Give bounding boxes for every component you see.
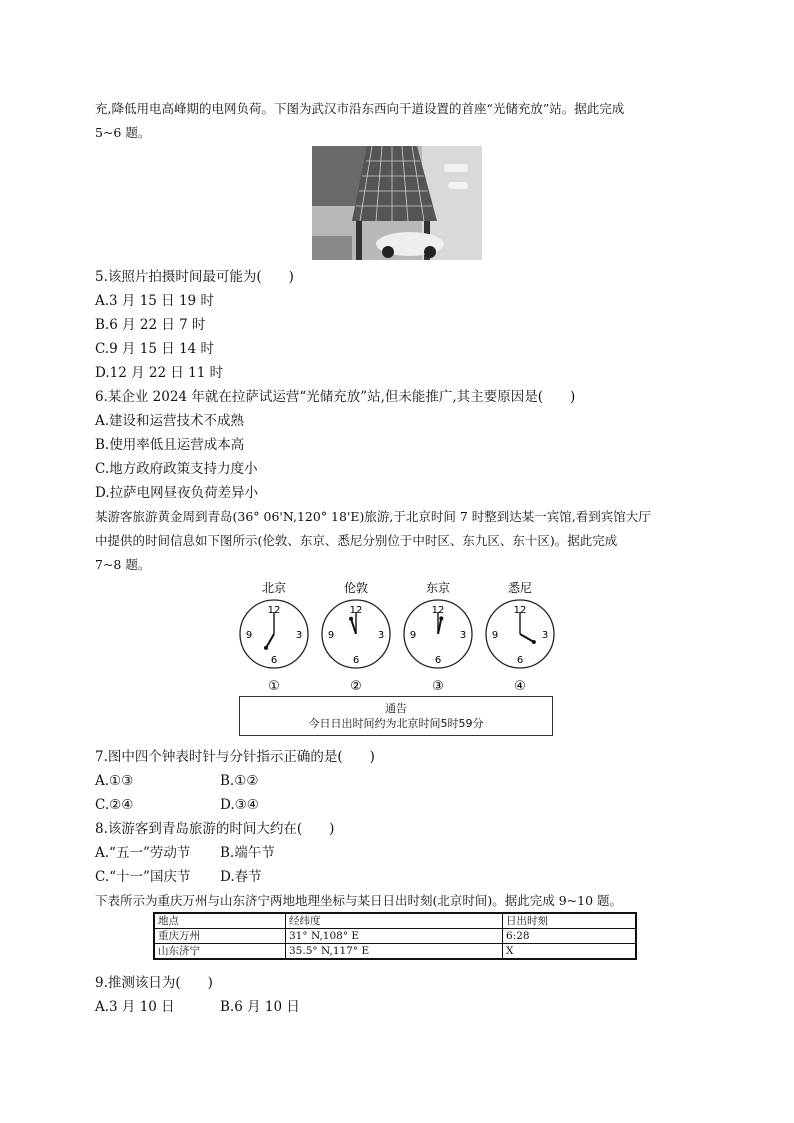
solar-carport-photo: [312, 146, 482, 260]
clock-numeral: 9: [409, 630, 417, 641]
clock-hour-tip: [264, 646, 268, 650]
q6-option-b: B.使用率低且运营成本高: [95, 437, 245, 453]
q5-option-c: C.9 月 15 日 14 时: [95, 341, 215, 357]
clock-city-label: 北京: [261, 581, 287, 595]
clock-numeral: 12: [431, 605, 445, 616]
table-header-cell: 经纬度: [286, 913, 503, 929]
q5-option-b: B.6 月 22 日 7 时: [95, 317, 206, 333]
clock-numeral: 6: [516, 655, 524, 666]
clock-numeral: 3: [541, 630, 549, 641]
table-cell: 山东济宁: [154, 944, 286, 960]
q6-stem: 6.某企业 2024 年就在拉萨试运营“光储充放”站,但未能推广,其主要原因是( ): [95, 389, 576, 405]
intro3-line: 下表所示为重庆万州与山东济宁两地地理坐标与某日日出时刻(北京时间)。据此完成 9~10 题。: [95, 893, 623, 908]
q7-option-d: D.③④: [220, 797, 259, 813]
q6-option-c: C.地方政府政策支持力度小: [95, 461, 258, 477]
table-row: [154, 944, 636, 960]
clock-numeral: 3: [377, 630, 385, 641]
table-header-cell: 日出时刻: [503, 913, 637, 929]
clock-numeral: 9: [245, 630, 253, 641]
table-cell: 重庆万州: [154, 929, 286, 944]
q6-option-a: A.建设和运营技术不成熟: [95, 413, 245, 429]
intro2-line-2: 中提供的时间信息如下图所示(伦敦、东京、悉尼分别位于中时区、东九区、东十区)。据此完成: [95, 533, 618, 548]
q5-option-a: A.3 月 15 日 19 时: [95, 293, 214, 309]
table-row: [154, 929, 636, 944]
clock-numeral: 6: [270, 655, 278, 666]
notice-title: 通告: [385, 702, 407, 715]
table-cell: 35.5° N,117° E: [286, 944, 503, 960]
clock-city-label: 伦敦: [343, 581, 369, 595]
clock-numeral: 9: [327, 630, 335, 641]
table-cell: X: [503, 944, 637, 960]
intro-line-2: 5~6 题。: [95, 125, 151, 140]
q7-option-a: A.①③: [95, 773, 134, 789]
clock-hour-tip: [532, 640, 536, 644]
q8-option-b: B.端午节: [220, 845, 275, 861]
clock-numeral: 6: [352, 655, 360, 666]
geo-table: [153, 912, 637, 960]
clock-number-label: ①: [268, 679, 280, 694]
clock-numeral: 12: [349, 605, 363, 616]
notice-text: 今日日出时间约为北京时间5时59分: [308, 717, 484, 730]
table-cell: 31° N,108° E: [286, 929, 503, 944]
clock-city-label: 东京: [425, 581, 451, 595]
q9-option-a: A.3 月 10 日: [95, 999, 175, 1015]
q7-option-b: B.①②: [220, 773, 259, 789]
clock-numeral: 3: [295, 630, 303, 641]
table-cell: 6:28: [503, 929, 637, 944]
intro2-line-1: 某游客旅游黄金周到青岛(36° 06'N,120° 18'E)旅游,于北京时间 7 时整到达某一宾馆,看到宾馆大厅: [95, 509, 651, 524]
clock-number-label: ②: [350, 679, 362, 694]
q8-stem: 8.该游客到青岛旅游的时间大约在( ): [95, 821, 335, 837]
q6-option-d: D.拉萨电网昼夜负荷差异小: [95, 485, 259, 501]
clock-numeral: 12: [513, 605, 527, 616]
clock-numeral: 12: [267, 605, 281, 616]
clock-numeral: 6: [434, 655, 442, 666]
q9-stem: 9.推测该日为( ): [95, 975, 213, 991]
table-header-row: [154, 913, 636, 929]
table-header-cell: 地点: [154, 913, 286, 929]
clock-city-label: 悉尼: [507, 581, 533, 595]
clock-number-label: ③: [432, 679, 444, 694]
q5-option-d: D.12 月 22 日 11 时: [95, 365, 224, 381]
q8-option-c: C.“十一”国庆节: [95, 869, 191, 885]
clock-numeral: 9: [491, 630, 499, 641]
clock-hour-tip: [439, 616, 443, 620]
q9-option-b: B.6 月 10 日: [220, 999, 300, 1015]
intro-line-1: 充,降低用电高峰期的电网负荷。下图为武汉市沿东西向干道设置的首座“光储充放”站。据此完成: [95, 101, 625, 116]
q5-stem: 5.该照片拍摄时间最可能为( ): [95, 269, 294, 285]
q8-option-a: A.“五一”劳动节: [95, 845, 191, 861]
clock-hour-tip: [349, 617, 353, 621]
q8-option-d: D.春节: [220, 869, 262, 885]
q7-stem: 7.图中四个钟表时针与分针指示正确的是( ): [95, 749, 375, 765]
intro2-line-3: 7~8 题。: [95, 557, 151, 572]
clock-numeral: 3: [459, 630, 467, 641]
clock-figure: [238, 580, 558, 694]
clock-number-label: ④: [514, 679, 526, 694]
q7-option-c: C.②④: [95, 797, 134, 813]
notice-box: [239, 696, 553, 736]
